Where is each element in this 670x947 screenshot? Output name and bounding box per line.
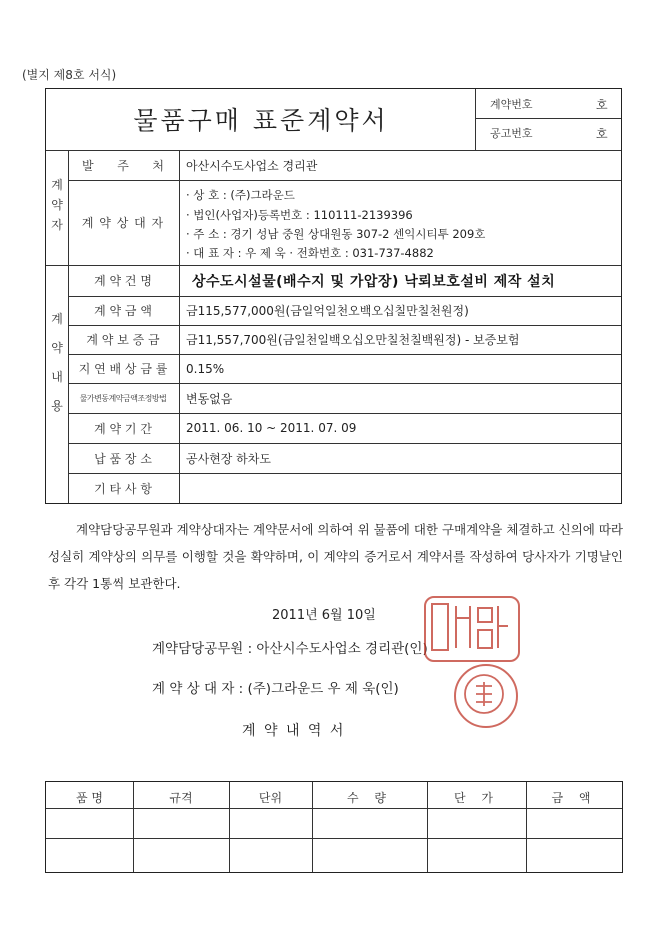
col-unit: 단위	[258, 791, 283, 805]
col-item-name: 품 명	[76, 791, 103, 805]
col-amount: 금 액	[551, 791, 597, 805]
contract-amount-label: 계 약 금 액	[94, 304, 152, 318]
orderer-value: 아산시수도사업소 경리관	[186, 158, 318, 173]
official-seal-stamp	[424, 596, 520, 662]
orderer-label: 발 주 처	[82, 158, 164, 173]
company-seal-stamp	[454, 664, 518, 728]
counterparty-address: · 주 소 : 경기 성남 중원 상대원동 307-2 센익시티투 209호	[186, 227, 486, 241]
col-quantity: 수 량	[347, 791, 392, 805]
delivery-place-value: 공사현장 하차도	[186, 451, 271, 466]
price-adjustment-value: 변동없음	[186, 391, 233, 406]
contract-period-value: 2011. 06. 10 ~ 2011. 07. 09	[186, 421, 357, 435]
sidebar-contract-party: 계 약 자	[51, 178, 63, 232]
delay-penalty-label: 지 연 배 상 금 률	[78, 362, 168, 376]
officer-signature-line: 계약담당공무원 : 아산시수도사업소 경리관(인)	[152, 641, 428, 657]
price-adjustment-label: 물가변동계약금액조정방법	[79, 393, 167, 403]
contract-period-label: 계 약 기 간	[94, 421, 152, 436]
col-unit-price: 단 가	[454, 791, 499, 805]
party-signature-line: 계 약 상 대 자 : (주)그라운드 우 제 욱(인)	[152, 681, 399, 697]
notice-number-ho: 호	[596, 127, 608, 141]
contract-date: 2011년 6월 10일	[272, 608, 376, 623]
contract-deposit-label: 계 약 보 증 금	[86, 333, 160, 347]
counterparty-registration: · 법인(사업자)등록번호 : 110111-2139396	[186, 208, 413, 222]
notice-number-label: 공고번호	[490, 127, 533, 140]
contract-deposit-value: 금11,557,700원(금일천일백오십오만칠천칠백원정) - 보증보험	[186, 333, 520, 347]
delivery-place-label: 납 품 장 소	[94, 451, 152, 466]
contract-number-ho: 호	[596, 98, 608, 112]
counterparty-label: 계 약 상 대 자	[81, 216, 165, 230]
counterparty-representative: · 대 표 자 : 우 제 욱 · 전화번호 : 031-737-4882	[186, 246, 434, 260]
sidebar-contract-content: 계 약 내 용	[51, 312, 63, 413]
agreement-paragraph: 계약담당공무원과 계약상대자는 계약문서에 의하여 위 물품에 대한 구매계약을 체결하고 신의에 따라 성실히 계약상의 의무를 이행할 것을 확약하며, 이 계약의 증거로서 계약서를 작성하여 당사자가 기명날인 후 각각 1통씩 보관한다.	[48, 522, 623, 591]
document-title: 물품구매 표준계약서	[133, 106, 389, 135]
contract-details-title: 계 약 내 역 서	[242, 723, 346, 739]
delay-penalty-value: 0.15%	[186, 361, 225, 376]
counterparty-company: · 상 호 : (주)그라운드	[186, 188, 295, 202]
form-number-label: (별지 제8호 서식)	[22, 68, 117, 82]
contract-name-value: 상수도시설물(배수지 및 가압장) 낙뢰보호설비 제작 설치	[192, 273, 556, 290]
col-spec: 규격	[169, 791, 193, 805]
contract-amount-value: 금115,577,000원(금일억일천오백오십칠만칠천원정)	[186, 304, 469, 318]
other-items-label: 기 타 사 항	[94, 481, 152, 496]
contract-number-label: 계약번호	[490, 98, 533, 111]
contract-name-label: 계 약 건 명	[94, 274, 152, 288]
